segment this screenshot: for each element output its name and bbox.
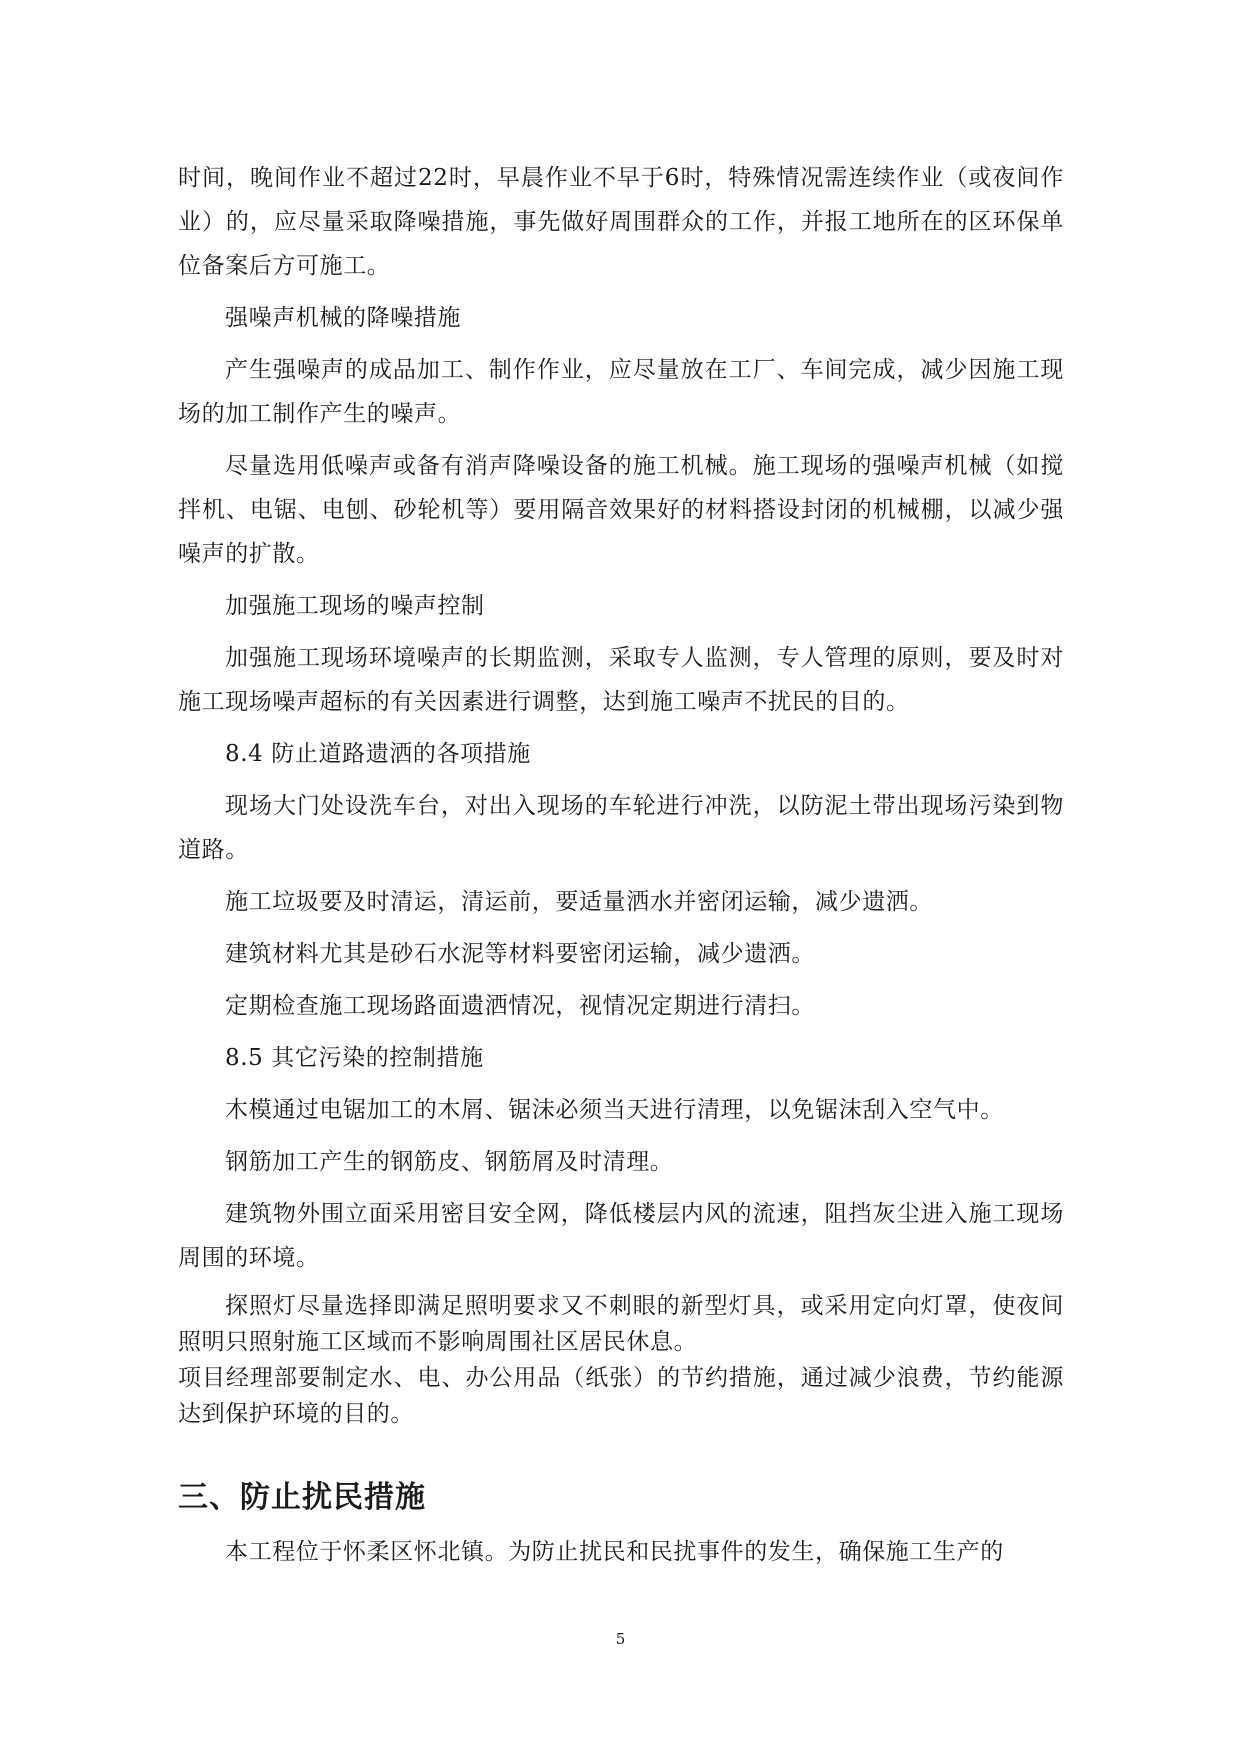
paragraph-low-noise-machinery: 尽量选用低噪声或备有消声降噪设备的施工机械。施工现场的强噪声机械（如搅拌机、电锯、电刨、砂轮机等）要用隔音效果好的材料搭设封闭的机械棚，以减少强噪声的扩散。 <box>178 453 1064 567</box>
subheading-8-5: 8.5 其它污染的控制措施 <box>225 1045 484 1071</box>
paragraph-night-work: 时间，晚间作业不超过22时，早晨作业不早于6时，特殊情况需连续作业（或夜间作业）的，应尽量采取降噪措施，事先做好周围群众的工作，并报工地所在的区环保单位备案后方可施工。 <box>178 165 1064 279</box>
paragraph-safety-net: 建筑物外围立面采用密目安全网，降低楼层内风的流速，阻挡灰尘进入施工现场周围的环境。 <box>178 1201 1064 1271</box>
subheading-8-4: 8.4 防止道路遗洒的各项措施 <box>225 741 531 767</box>
section-paragraph: 本工程位于怀柔区怀北镇。为防止扰民和民扰事件的发生，确保施工生产的 <box>225 1539 1004 1565</box>
paragraph-sawdust: 木模通过电锯加工的木屑、锯沫必须当天进行清理，以免锯沫刮入空气中。 <box>225 1097 1004 1123</box>
section-heading: 三、防止扰民措施 <box>178 1480 426 1515</box>
paragraph-road-inspection: 定期检查施工现场路面遗洒情况，视情况定期进行清扫。 <box>225 993 815 1019</box>
paragraph-rebar: 钢筋加工产生的钢筋皮、钢筋屑及时清理。 <box>225 1149 674 1175</box>
paragraph-noise-monitoring: 加强施工现场环境噪声的长期监测，采取专人监测，专人管理的原则，要及时对施工现场噪声超标的有关因素进行调整，达到施工噪声不扰民的目的。 <box>178 645 1064 715</box>
paragraph-searchlight: 探照灯尽量选择即满足照明要求又不刺眼的新型灯具，或采用定向灯罩，使夜间照明只照射施工区域而不影响周围社区居民休息。 <box>178 1293 1064 1355</box>
paragraph-factory-processing: 产生强噪声的成品加工、制作作业，应尽量放在工厂、车间完成，减少因施工现场的加工制作产生的噪声。 <box>178 357 1064 427</box>
page-number: 5 <box>615 1630 626 1648</box>
paragraph-saving-measures: 项目经理部要制定水、电、办公用品（纸张）的节约措施，通过减少浪费，节约能源达到保护环境的目的。 <box>178 1365 1064 1427</box>
paragraph-materials-transport: 建筑材料尤其是砂石水泥等材料要密闭运输，减少遗洒。 <box>225 941 815 967</box>
subheading-strong-noise: 强噪声机械的降噪措施 <box>225 305 461 331</box>
paragraph-car-wash: 现场大门处设洗车台，对出入现场的车轮进行冲洗，以防泥土带出现场污染到物道路。 <box>178 793 1064 863</box>
subheading-noise-control: 加强施工现场的噪声控制 <box>225 593 485 619</box>
paragraph-garbage: 施工垃圾要及时清运，清运前，要适量洒水并密闭运输，减少遗洒。 <box>225 889 933 915</box>
page-content <box>178 156 1064 1582</box>
